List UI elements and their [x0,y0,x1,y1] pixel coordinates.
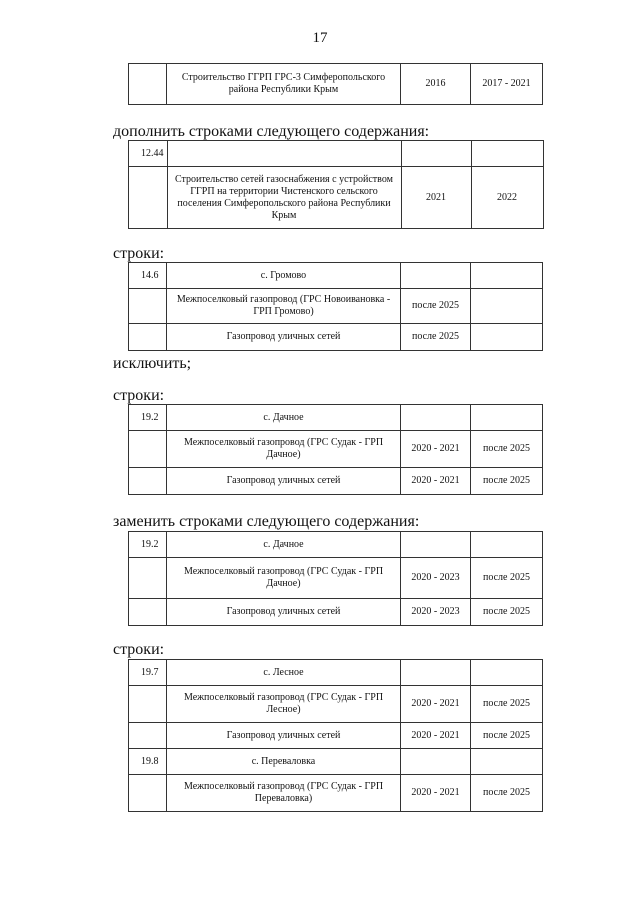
cell-period: после 2025 [471,599,543,626]
cell-start-year: 2020 - 2023 [401,558,471,599]
instruction-exclude: исключить; [113,355,192,372]
table-3 [128,262,543,351]
instruction-replace: заменить строками следующего содержания: [113,513,420,530]
cell-start-year: после 2025 [401,289,471,324]
cell-start-year: 2016 [401,64,471,105]
cell-start-year [401,405,471,431]
cell-number [129,775,167,812]
cell-period [471,749,543,775]
instruction-add: дополнить строками следующего содержания: [113,123,430,140]
table-row [129,599,543,626]
cell-period [471,405,543,431]
cell-name: Межпоселковый газопровод (ГРС Судак - ГРП Переваловка) [167,775,401,812]
cell-start-year [401,263,471,289]
cell-name: Строительство сетей газоснабжения с устройством ГГРП на территории Чистенского сельского поселения Симферопольского района Республики Крым [167,167,401,229]
table-row [129,532,543,558]
cell-name: Межпоселковый газопровод (ГРС Судак - ГРП Дачное) [167,431,401,468]
table-row [129,660,543,686]
cell-number: 12.44 [129,141,168,167]
cell-start-year: после 2025 [401,324,471,351]
cell-period: после 2025 [471,775,543,812]
table-row [129,775,543,812]
cell-number [129,324,167,351]
table-row [129,723,543,749]
cell-name: с. Лесное [167,660,401,686]
cell-start-year: 2021 [401,167,471,229]
cell-name: Межпоселковый газопровод (ГРС Новоивановка - ГРП Громово) [167,289,401,324]
cell-name: Газопровод уличных сетей [167,599,401,626]
cell-name: Газопровод уличных сетей [167,468,401,495]
cell-period: после 2025 [471,431,543,468]
table-row [129,558,543,599]
cell-name [167,141,401,167]
table-row [129,686,543,723]
cell-period: 2022 [471,167,543,229]
cell-name: Газопровод уличных сетей [167,723,401,749]
cell-number [129,723,167,749]
cell-start-year [401,532,471,558]
cell-period [471,324,543,351]
cell-name: Строительство ГГРП ГРС-3 Симферопольского района Республики Крым [167,64,401,105]
cell-name: Межпоселковый газопровод (ГРС Судак - ГРП Дачное) [167,558,401,599]
cell-number: 19.2 [129,532,167,558]
cell-period: после 2025 [471,558,543,599]
cell-name: с. Переваловка [167,749,401,775]
cell-name: Межпоселковый газопровод (ГРС Судак - ГРП Лесное) [167,686,401,723]
cell-name: с. Громово [167,263,401,289]
table-row [129,289,543,324]
table-6 [128,659,543,812]
cell-start-year [401,749,471,775]
table-row [129,64,543,105]
table-row [129,405,543,431]
cell-number [129,431,167,468]
cell-start-year: 2020 - 2021 [401,686,471,723]
cell-start-year: 2020 - 2021 [401,468,471,495]
cell-number [129,599,167,626]
table-2 [128,140,544,229]
cell-period [471,141,543,167]
table-5 [128,531,543,626]
cell-period [471,289,543,324]
cell-start-year: 2020 - 2021 [401,723,471,749]
cell-period: 2017 - 2021 [471,64,543,105]
table-row [129,468,543,495]
instruction-rows-1: строки: [113,245,165,262]
cell-number: 19.2 [129,405,167,431]
cell-period [471,532,543,558]
cell-number: 19.8 [129,749,167,775]
table-row [129,324,543,351]
cell-start-year: 2020 - 2021 [401,431,471,468]
cell-period: после 2025 [471,468,543,495]
table-row [129,167,544,229]
instruction-rows-3: строки: [113,641,165,658]
cell-number [129,558,167,599]
page-number: 17 [312,30,328,46]
cell-period: после 2025 [471,723,543,749]
cell-period [471,263,543,289]
cell-number: 14.6 [129,263,167,289]
table-4 [128,404,543,495]
cell-start-year: 2020 - 2021 [401,775,471,812]
table-row [129,263,543,289]
cell-period: после 2025 [471,686,543,723]
cell-start-year [401,141,471,167]
table-row [129,431,543,468]
table-1 [128,63,543,105]
cell-name: с. Дачное [167,405,401,431]
cell-name: с. Дачное [167,532,401,558]
table-row [129,141,544,167]
cell-number [129,468,167,495]
cell-start-year: 2020 - 2023 [401,599,471,626]
cell-period [471,660,543,686]
cell-number: 19.7 [129,660,167,686]
cell-number [129,289,167,324]
cell-number [129,167,168,229]
table-row [129,749,543,775]
instruction-rows-2: строки: [113,387,165,404]
cell-number [129,64,167,105]
cell-number [129,686,167,723]
cell-name: Газопровод уличных сетей [167,324,401,351]
cell-start-year [401,660,471,686]
